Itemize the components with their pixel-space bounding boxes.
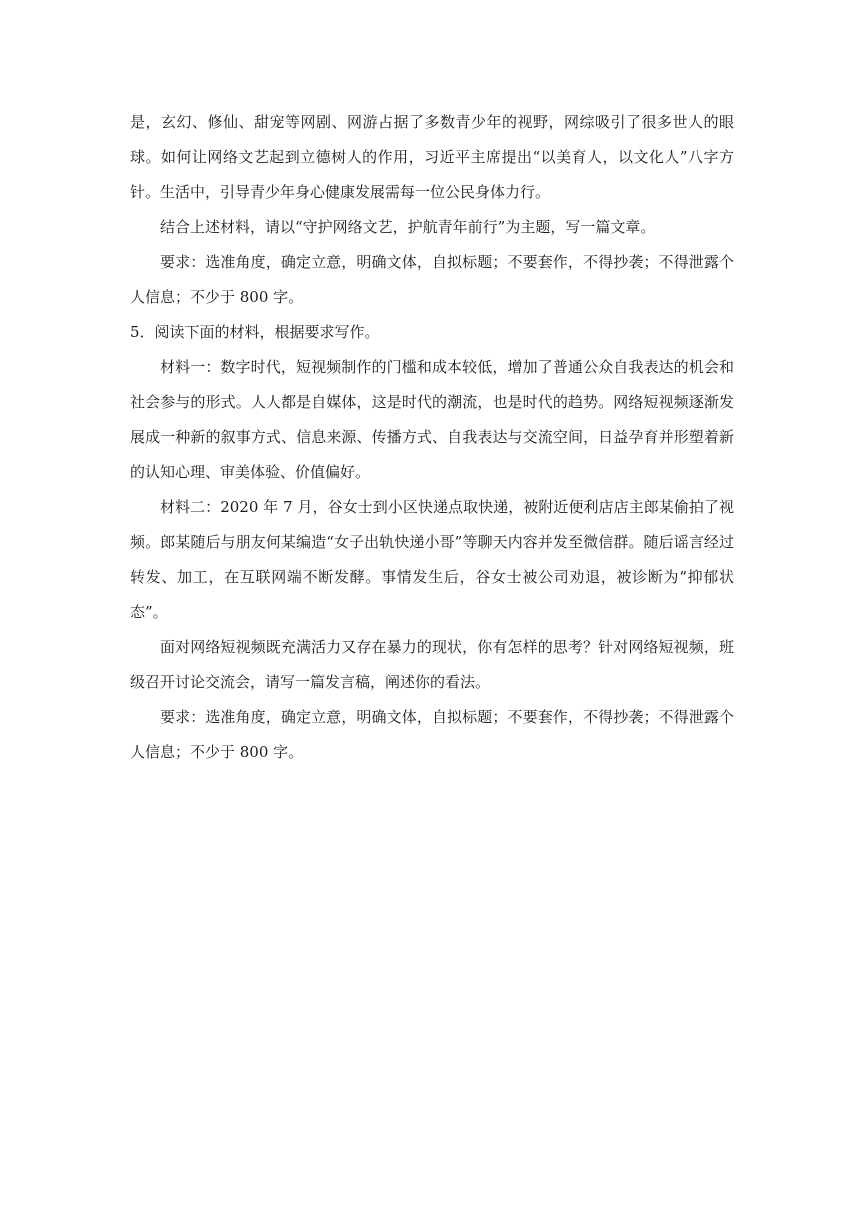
intro-continuation-paragraph: 是，玄幻、修仙、甜宠等网剧、网游占据了多数青少年的视野，网综吸引了很多世人的眼球。如何让网络文艺起到立德树人的作用，习近平主席提出“以美育人，以文化人”八字方针。生活中，引导青少年身心健康发展需每一位公民身体力行。 [130,113,734,201]
document-page [130,105,734,770]
writing-task-4-prompt: 结合上述材料，请以“守护网络文艺，护航青年前行”为主题，写一篇文章。 [160,218,656,236]
material-two-paragraph: 材料二：2020 年 7 月，谷女士到小区快递点取快递，被附近便利店店主郎某偷拍了视频。郎某随后与朋友何某编造“女子出轨快递小哥”等聊天内容并发至微信群。随后谣言经过转发、加工，在互联网端不断发酵。事情发生后，谷女士被公司劝退，被诊断为“抑郁状态”。 [130,498,734,621]
writing-task-5-prompt: 面对网络短视频既充满活力又存在暴力的现状，你有怎样的思考？针对网络短视频，班级召开讨论交流会，请写一篇发言稿，阐述你的看法。 [130,638,734,691]
writing-requirements-5: 要求：选准角度，确定立意，明确文体，自拟标题；不要套作，不得抄袭；不得泄露个人信息；不少于 800 字。 [130,708,734,761]
writing-requirements-4: 要求：选准角度，确定立意，明确文体，自拟标题；不要套作，不得抄袭；不得泄露个人信息；不少于 800 字。 [130,253,734,306]
question-5-heading: 5．阅读下面的材料，根据要求写作。 [130,323,380,341]
material-one-paragraph: 材料一：数字时代，短视频制作的门槛和成本较低，增加了普通公众自我表达的机会和社会参与的形式。人人都是自媒体，这是时代的潮流，也是时代的趋势。网络短视频逐渐发展成一种新的叙事方式、信息来源、传播方式、自我表达与交流空间，日益孕育并形塑着新的认知心理、审美体验、价值偏好。 [130,358,734,481]
